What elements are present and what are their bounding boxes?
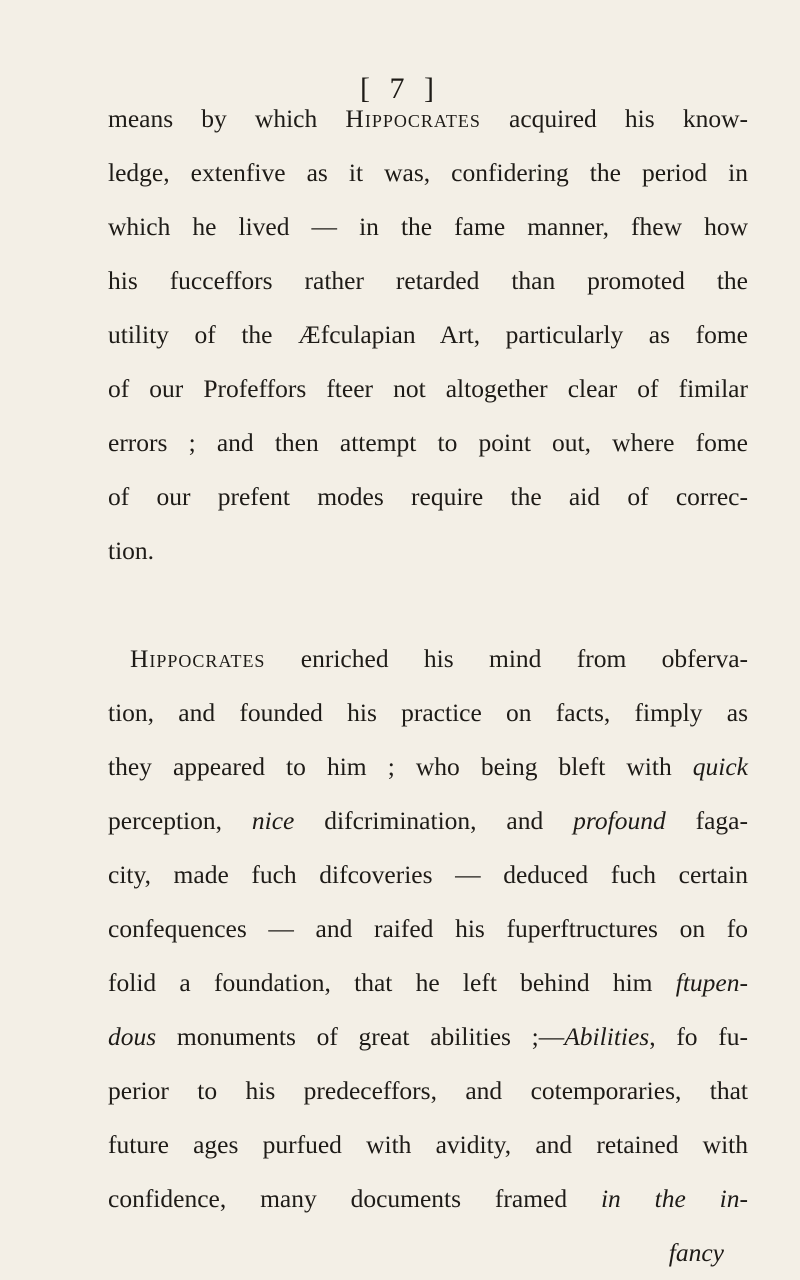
italic-word: quick — [692, 752, 748, 781]
text-line: which he lived — in the fame manner, fhew how — [108, 212, 748, 241]
text-span: faga- — [665, 806, 748, 835]
catchword: fancy — [668, 1238, 724, 1267]
text-line: confequences — and raifed his fuperftructures on fo — [108, 914, 748, 943]
italic-word: profound — [573, 806, 666, 835]
name-smallcaps: Hippocrates — [345, 104, 481, 133]
text-line: errors ; and then attempt to point out, where fome — [108, 428, 748, 457]
text-span: means by which — [108, 104, 346, 133]
text-span: they appeared to him ; who being bleft with — [108, 752, 693, 781]
text-line — [108, 632, 748, 686]
text-line — [108, 1172, 748, 1226]
text-line: ledge, extenfive as it was, confidering the period in — [108, 158, 748, 187]
text-line — [108, 1010, 748, 1064]
text-line: perior to his predeceffors, and cotemporaries, that — [108, 1076, 748, 1105]
text-span: perception, — [108, 806, 252, 835]
italic-word: ftupen- — [675, 968, 748, 997]
text-line — [108, 794, 748, 848]
text-line: city, made fuch difcoveries — deduced fuch certain — [108, 860, 748, 889]
italic-word: dous — [108, 1022, 157, 1051]
text-span: confidence, many documents framed — [108, 1184, 601, 1213]
catchword-line — [108, 1226, 748, 1280]
text-span: difcrimination, and — [294, 806, 574, 835]
text-line: of our prefent modes require the aid of correc- — [108, 482, 748, 511]
text-line: future ages purfued with avidity, and retained with — [108, 1130, 748, 1159]
text-line: utility of the Æfculapian Art, particularly as fome — [108, 320, 748, 349]
italic-word: Abilities — [564, 1022, 650, 1051]
text-span: folid a foundation, that he left behind him — [108, 968, 676, 997]
text-line — [108, 956, 748, 1010]
text-span: enriched his mind from obferva- — [265, 644, 748, 673]
body-text — [108, 92, 748, 1280]
italic-word: nice — [251, 806, 295, 835]
page-number-header: [ 7 ] — [360, 72, 440, 105]
text-span: acquired his know- — [480, 104, 748, 133]
italic-word: in the in- — [600, 1184, 748, 1213]
text-line: of our Profeffors fteer not altogether clear of fimilar — [108, 374, 748, 403]
text-line — [108, 740, 748, 794]
text-span: monuments of great abilities ;— — [156, 1022, 565, 1051]
text-line: his fucceffors rather retarded than promoted the — [108, 266, 748, 295]
text-line — [108, 92, 748, 146]
name-smallcaps: Hippocrates — [130, 644, 266, 673]
text-line: tion. — [108, 536, 155, 565]
text-line: tion, and founded his practice on facts, fimply as — [108, 698, 748, 727]
text-span: , fo fu- — [649, 1022, 748, 1051]
